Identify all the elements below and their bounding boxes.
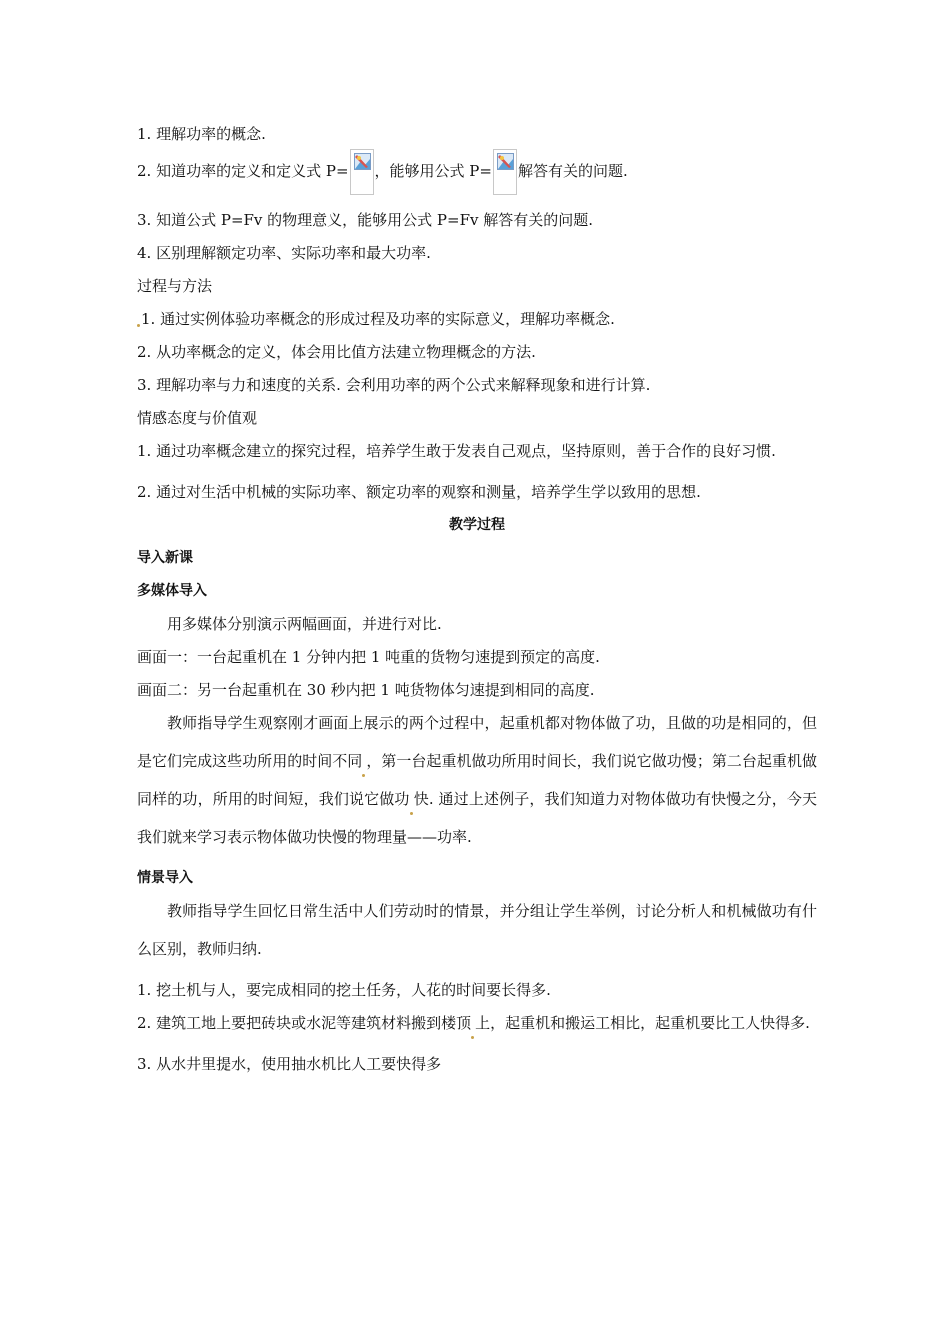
artifact-dot [137, 324, 140, 327]
document-body [137, 124, 817, 1075]
scenario-item-2 [137, 1004, 817, 1042]
objective-item-2-text-b: ，能够用公式 P= [374, 162, 492, 180]
multimedia-paragraph-1: 用多媒体分别演示两幅画面，并进行对比. [167, 615, 442, 633]
scenario-heading: 情景导入 [137, 870, 193, 886]
scenario-item-3: 3. 从水井里提水，使用抽水机比人工要快得多 [137, 1055, 442, 1073]
objective-item-1: 1. 理解功率的概念. [137, 125, 266, 143]
attitude-item-1: 1. 通过功率概念建立的探究过程，培养学生敢于发表自己观点，坚持原则，善于合作的良好习惯. [137, 442, 776, 460]
process-method-item-1 [137, 309, 817, 330]
scenario-item-1: 1. 挖土机与人，要完成相同的挖土任务，人花的时间要长得多. [137, 981, 551, 999]
process-method-item-3: 3. 理解功率与力和速度的关系. 会利用功率的两个公式来解释现象和进行计算. [137, 376, 651, 394]
multimedia-paragraph-2 [137, 704, 817, 856]
scenario-item-2-a: 2. 建筑工地上要把砖块或水泥等建筑材料搬到楼顶 [137, 1014, 472, 1032]
multimedia-paragraph-2-a: 教师指导学生观察刚才画面上展示的两个过程中，起重机都对物体做了功，且做的功是相同的，但是它们完成这些功所用的时间不同 [137, 714, 817, 770]
scene-2: 画面二：另一台起重机在 30 秒内把 1 吨货物体匀速提到相同的高度. [137, 681, 595, 699]
scenario-paragraph-1: 教师指导学生回忆日常生活中人们劳动时的情景，并分组让学生举例，讨论分析人和机械做功有什么区别，教师归纳. [137, 902, 817, 958]
multimedia-paragraph-2-c: 快. 通过上述例子，我们知道力对物体做功有快慢之分，今天我们就来学习表示物体做功快慢的物理量——功率. [137, 790, 817, 846]
multimedia-paragraph-2-b: ，第一台起重机做功所用时间长，我们说它做功慢；第二台起重机做同样的功，所用的时间短，我们说它做功 [137, 752, 817, 808]
attitude-heading: 情感态度与价值观 [137, 409, 258, 427]
teaching-process-title: 教学过程 [449, 517, 505, 533]
process-method-item-2: 2. 从功率概念的定义，体会用比值方法建立物理概念的方法. [137, 343, 536, 361]
scenario-item-2-b: 上，起重机和搬运工相比，起重机要比工人快得多. [475, 1014, 810, 1032]
process-method-item-1-text: 1. 通过实例体验功率概念的形成过程及功率的实际意义，理解功率概念. [141, 310, 615, 328]
objective-item-2-text-c: 解答有关的问题. [517, 162, 628, 180]
process-method-heading: 过程与方法 [137, 277, 213, 295]
broken-image-icon [350, 149, 374, 195]
artifact-dot [362, 774, 365, 777]
objective-item-4: 4. 区别理解额定功率、实际功率和最大功率. [137, 244, 431, 262]
objective-item-2 [137, 147, 817, 195]
artifact-dot [410, 812, 413, 815]
intro-heading: 导入新课 [137, 550, 193, 566]
broken-image-icon [493, 149, 517, 195]
artifact-dot [471, 1036, 474, 1039]
attitude-item-2: 2. 通过对生活中机械的实际功率、额定功率的观察和测量，培养学生学以致用的思想. [137, 483, 701, 501]
objective-item-2-text-a: 2. 知道功率的定义和定义式 P= [137, 162, 349, 180]
objective-item-3: 3. 知道公式 P=Fv 的物理意义，能够用公式 P=Fv 解答有关的问题. [137, 211, 594, 229]
scene-1: 画面一：一台起重机在 1 分钟内把 1 吨重的货物匀速提到预定的高度. [137, 648, 600, 666]
multimedia-heading: 多媒体导入 [137, 583, 207, 599]
